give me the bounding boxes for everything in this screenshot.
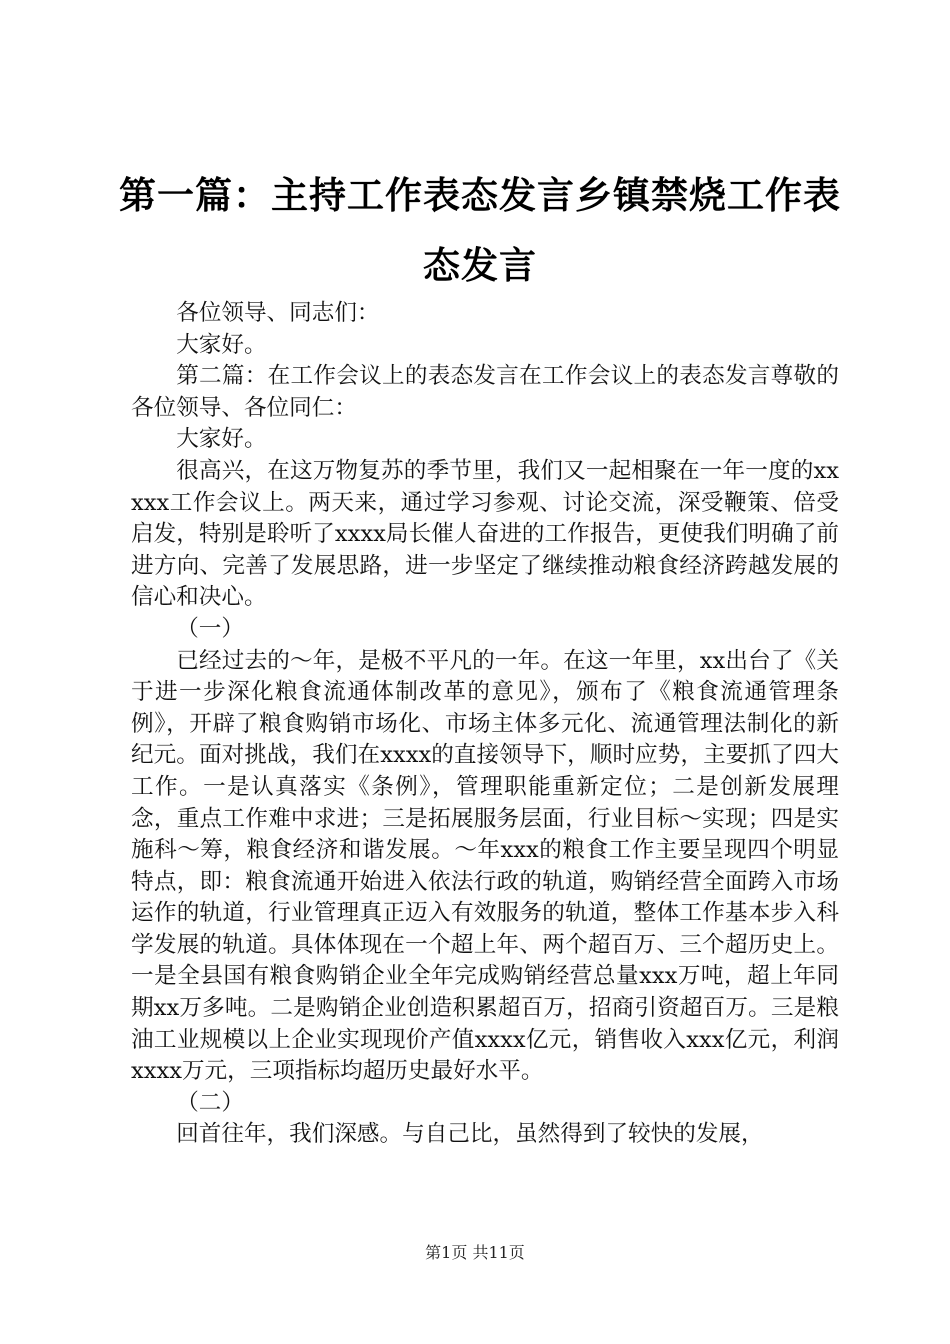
paragraph-reflection: 回首往年，我们深感。与自己比，虽然得到了较快的发展，	[176, 1121, 764, 1148]
paragraph-intro: 很高兴，在这万物复苏的季节里，我们又一起相聚在一年一度的xxxxx工作会议上。两天来，通过学习参观、讨论交流，深受鞭策、倍受启发，特别是聆听了xxxx局长催人奋进的工作报告，更使我们明确了前进方向、完善了发展思路，进一步坚定了继续推动粮食经济跨越发展的信心和决心。	[131, 457, 839, 611]
page-number-footer: 第1页 共11页	[425, 1243, 525, 1262]
paragraph-greeting: 大家好。	[176, 331, 267, 358]
paragraph-review: 已经过去的～年，是极不平凡的一年。在这一年里，xx出台了《关于进一步深化粮食流通体制改革的意见》，颁布了《粮食流通管理条例》，开辟了粮食购销市场化、市场主体多元化、流通管理法制化的新纪元。面对挑战，我们在xxxx的直接领导下，顺时应势，主要抓了四大工作。一是认真落实《条例》，管理职能重新定位；二是创新发展理念，重点工作难中求进；三是拓展服务层面，行业目标～实现；四是实施科～筹，粮食经济和谐发展。～年xxx的粮食工作主要呈现四个明显特点，即：粮食流通开始进入依法行政的轨道，购销经营全面跨入市场运作的轨道，行业管理真正迈入有效服务的轨道，整体工作基本步入科学发展的轨道。具体体现在一个超上年、两个超百万、三个超历史上。一是全县国有粮食购销企业全年完成购销经营总量xxx万吨，超上年同期xx万多吨。二是购销企业创造积累超百万，招商引资超百万。三是粮油工业规模以上企业实现现价产值xxxx亿元，销售收入xxx亿元，利润xxxx万元，三项指标均超历史最好水平。	[131, 647, 839, 1085]
paragraph-second-article: 第二篇：在工作会议上的表态发言在工作会议上的表态发言尊敬的各位领导、各位同仁：	[131, 363, 839, 421]
document-title: 第一篇：主持工作表态发言乡镇禁烧工作表态发言	[119, 173, 841, 287]
paragraph-greeting-2: 大家好。	[176, 426, 267, 453]
section-heading-2: （二）	[176, 1089, 244, 1116]
paragraph-salutation: 各位领导、同志们：	[176, 300, 380, 326]
document-body	[131, 298, 839, 1151]
section-heading-1: （一）	[176, 615, 244, 642]
